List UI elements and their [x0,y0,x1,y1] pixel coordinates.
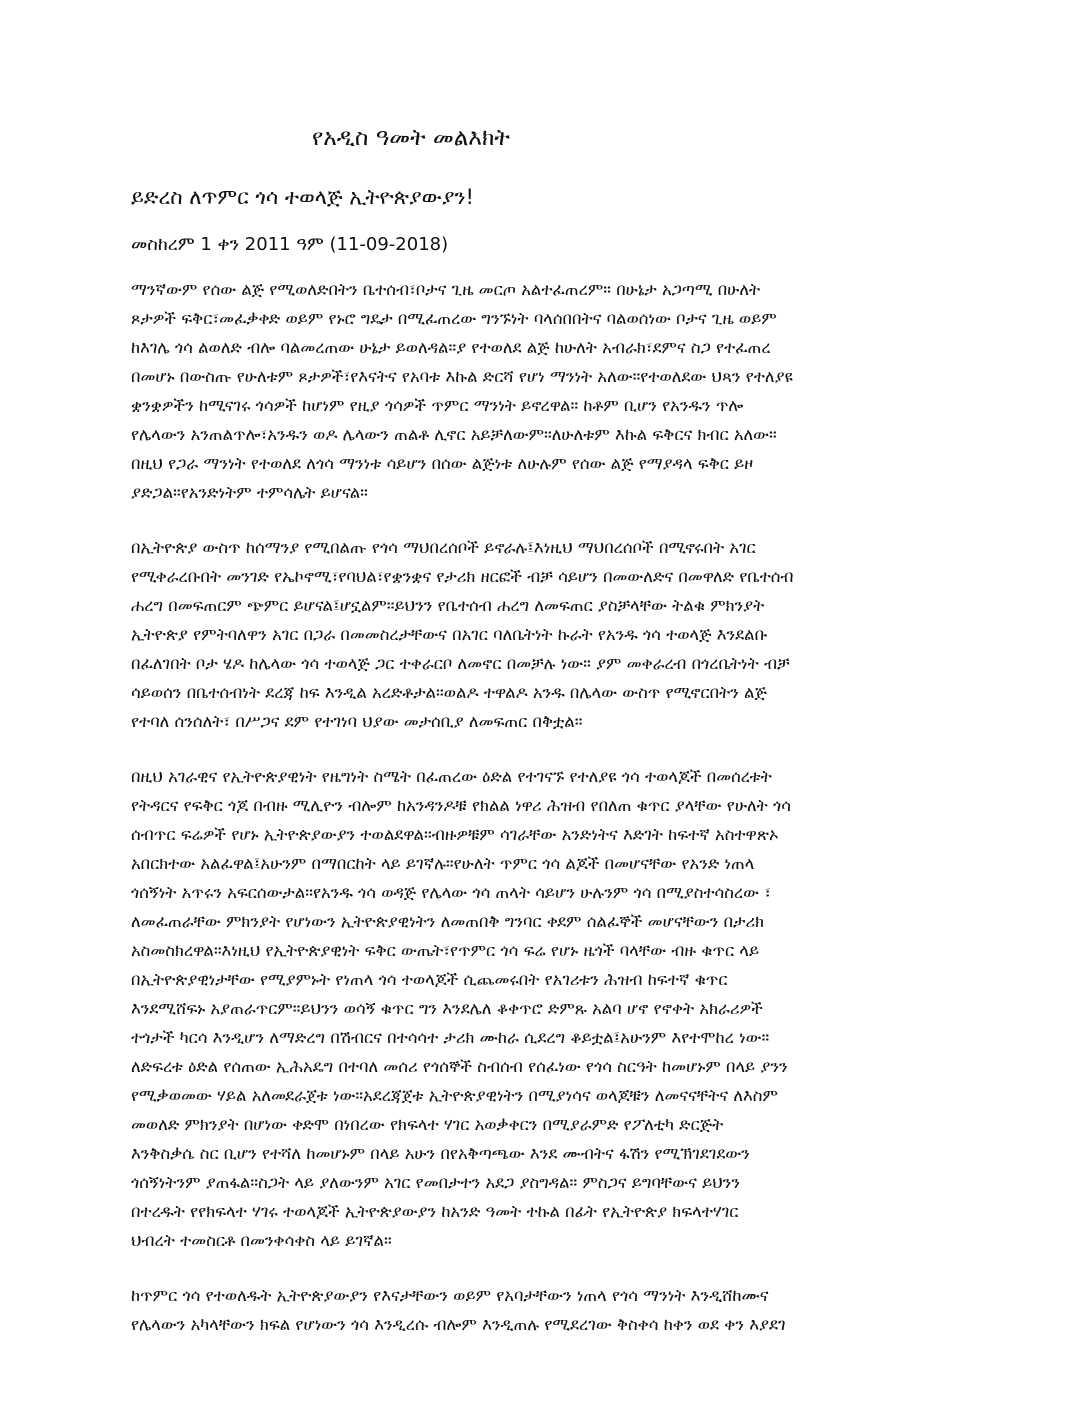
text-line: በኢትዮጵያ ውስጥ ከሰማንያ የሚበልጡ የጎሳ ማህበረሰቦች ይኖራሉ፤እነዚህ ማህበረሰቦች በሚኖሩበት አገር [131,538,756,557]
text-line: በተረዱት የየክፍላተ ሃገሩ ተወላጆች ኢትዮጵያውያን ከአንድ ዓመት ተኩል በፊት የኢትዮጵያ ክፍላተሃገር [131,1202,739,1221]
text-line: ቋንቋዎችን ከሚናገሩ ጎሳዎች ከሆነም የዚያ ጎሳዎች ጥምር ማንነት ይኖረዋል። ከቶም ቢሆን የአንዱን ጥሎ [131,396,744,415]
text-line: በዚህ የጋራ ማንነት የተወለደ ለጎሳ ማንነቱ ሳይሆን በሰው ልጅነቱ ለሁሉም የሰው ልጅ የማያዳላ ፍቅር ይዞ [131,454,754,473]
text-line: በዚህ አገራዊና የኢትዮጵያዊነት የዜግነት ስሜት በፈጠረው ዕድል የተገናኙ የተለያዩ ጎሳ ተወላጆች በመሰረቱት [131,767,772,786]
paragraph [131,1281,961,1339]
text-line: እንቅስቃሴ ስር ቢሆን የተሻለ ከመሆኑም በላይ አሁን በየአቅጣጫው እንደ ሙብትና ፋሽን የሚኽገደገደውን [131,1144,750,1163]
text-line: ያድጋል።የአንድነትም ተምሳሌት ይሆናል። [131,483,368,502]
text-line: የሌላውን አንጠልጥሎ፣አንዱን ወዶ ሌላውን ጠልቶ ሊኖር አይቻለውም።ለሁለቱም እኩል ፍቅርና ክብር አለው። [131,425,777,444]
text-line: የተባለ ሰንሰለት፣ በሥጋና ደም የተገነባ ህያው መታሰቢያ ለመፍጠር በቅቷል። [131,712,583,731]
paragraph [131,533,961,736]
text-line: መወለድ ምክንያት በሆነው ቀድሞ በነበረው የክፍላተ ሃገር አወቃቀርን በሚያራምድ የፖለቲካ ድርጅት [131,1115,724,1134]
document-title: የአዲስ ዓመት መልእክት [312,125,510,151]
text-line: አስመስክረዋል።እነዚህ የኢትዮጵያዊነት ፍቅር ውጤት፣የጥምር ጎሳ ፍሬ የሆኑ ዜጎች ባላቸው ብዙ ቁጥር ላይ [131,941,760,960]
text-line: ከእገሌ ጎሳ ልወለድ ብሎ ባልመረጠው ሁኔታ ይወለዳል።ያ የተወለደ ልጅ ከሁለት አብራክ፣ደምና ስጋ የተፈጠረ [131,338,771,357]
document-greeting: ይድረስ ለጥምር ጎሳ ተወላጅ ኢትዮጵያውያን! [131,185,474,209]
text-line: የሚቃወመው ሃይል አለመደራጀቱ ነው።አደረጃጀቱ ኢትዮጵያዊነትን በሚያነሳና ወላጆቹን ለመናናቸትና ለእስም [131,1086,778,1105]
text-line: በፈለገበት ቦታ ሄዶ ከሌላው ጎሳ ተወላጅ ጋር ተቀራርቦ ለመኖር በመቻሉ ነው። ያም መቀራረብ በጎረቤትነት ብቻ [131,654,790,673]
text-line: ለመፈጠራቸው ምክንያት የሆነውን ኢትዮጵያዊነትን ለመጠበቅ ግንባር ቀደም ሰልፈኞች መሆናቸውን በታሪክ [131,912,765,931]
document-date: መስከረም 1 ቀን 2011 ዓም (11-09-2018) [131,234,449,255]
text-line: ሰብጥር ፍሬዎች የሆኑ ኢትዮጵያውያን ተወልደዋል።ብዙዎቹም ሳገራቸው አንድነትና እድገት ከፍተኛ አስተዋጽኦ [131,825,779,844]
text-line: ሐረግ በመፍጠርም ጭምር ይሆናል፤ሆኗልም።ይህንን የቤተሰብ ሐረግ ለመፍጠር ያስቻላቸው ትልቁ ምክንያት [131,596,765,615]
text-line: በኢትዮጵያዊነታቸው የሚያምኑት የነጠላ ጎሳ ተወላጆች ሲጨመሩበት የአገሪቱን ሕዝብ ከፍተኛ ቁጥር [131,970,728,989]
text-line: ከጥምር ጎሳ የተወለዱት ኢትዮጵያውያን የእናታቸውን ወይም የአባታቸውን ነጠላ የጎሳ ማንነት እንዲሸከሙና [131,1286,769,1305]
document-body [131,275,961,1365]
paragraph [131,762,961,1255]
text-line: የሚቀራረቡበት መንገድ የኤኮኖሚ፣የባህል፣የቋንቋና የታሪክ ዘርፎች ብቻ ሳይሆን በመውለድና በመዋለድ የቤተሰብ [131,567,794,586]
text-line: ማንኛውም የሰው ልጅ የሚወለድበትን ቤተሰብ፣ቦታና ጊዜ መርጦ አልተፈጠረም። በሁኔታ አጋጣሚ በሁለት [131,280,761,299]
paragraph [131,275,961,507]
text-line: ጎሰኝነትንም ያጠፋል።ስጋት ላይ ያለውንም አገር የመበታተን አደጋ ያስግዳል። ምስጋና ይግባቸውና ይህንን [131,1173,740,1192]
text-line: በመሆኑ በውስጡ የሁለቱም ጾታዎች፣የእናትና የአባቱ እኩል ድርሻ የሆነ ማንነት አለው።የተወለደው ህጻን የተለያዩ [131,367,793,386]
text-line: ጾታዎች ፍቅር፣መፈቃቀድ ወይም የኑሮ ግዴታ በሚፈጠረው ግንኙነት ባላሰበበትና ባልወሰነው ቦታና ጊዜ ወይም [131,309,777,328]
text-line: ኢትዮጵያ የምትባለዋን አገር በጋራ በመመስረታቸውና በአገር ባለቤትነት ኩራት የአንዱ ጎሳ ተወላጅ እንደልቡ [131,625,768,644]
text-line: ጎሰኝነት አጥሩን አፍርሰውታል።የአንዱ ጎሳ ወዳጅ የሌላው ጎሳ ጠላት ሳይሆን ሁሉንም ጎሳ በሚያስተሳስረው ፣ [131,883,772,902]
text-line: አበርክተው አልፈዋል፤አሁንም በማበርከት ላይ ይገኛሉ።የሁለት ጥምር ጎሳ ልጆች በመሆናቸው የአንድ ነጠላ [131,854,755,873]
text-line: እንደሚሸፍኑ አያጠራጥርም።ይህንን ወሳኝ ቁጥር ግን እንደሌለ ቆቀጥሮ ድምጹ አልባ ሆኖ የኖቀት አክራሪዎች [131,999,763,1018]
text-line: ህብረት ተመስርቶ በመንቀሳቀስ ላይ ይገኛል። [131,1231,392,1250]
text-line: ተጎታች ካርሳ እንዲሆን ለማድረግ በሽብርና በተሳሳተ ታሪክ ሙከራ ሲደረግ ቆይቷል፤አሁንም እየተሞከረ ነው። [131,1028,770,1047]
text-line: የሌላውን አካላቸውን ክፍል የሆነውን ጎሳ እንዲረሱ ብሎም እንዲጠሉ የሚደረገው ቅስቀሳ ከቀን ወደ ቀን እያደገ [131,1315,786,1334]
text-line: ለድፍረቱ ዕድል የሰጠው ኢሕአዴግ በተባለ መሰሪ የጎሰኞች ስብሰብ የሰፈነው የጎሳ ስርዓት ከመሆኑም በላይ ያንን [131,1057,788,1076]
text-line: ሳይወሰን በቤተሰብነት ደረጃ ከፍ እንዲል አረድቶታል።ወልዶ ተዋልዶ አንዱ በሌላው ውስጥ የሚኖርበትን ልጅ [131,683,767,702]
text-line: የትዳርና የፍቅር ጎጆ በብዙ ሚሊዮን ብሎም ከአንዳንዶቹ የክልል ነዋሪ ሕዝብ የበለጠ ቁጥር ያላቸው የሁለት ጎሳ [131,796,791,815]
